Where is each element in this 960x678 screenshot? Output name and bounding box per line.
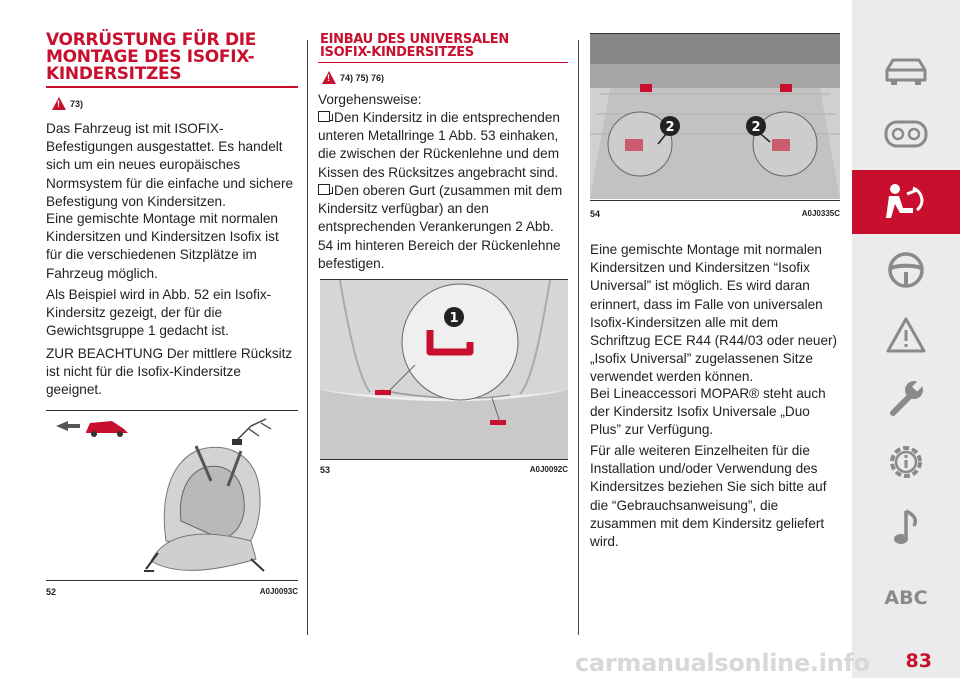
paragraph: Eine gemischte Montage mit normalen Kindersitzen und Kindersitzen Isofix ist für die verschiedenen Sitzplätze im Fahrzeug möglich. [46, 211, 279, 281]
chapter-sidebar [852, 0, 960, 678]
sidebar-item-starting-driving[interactable] [852, 240, 960, 300]
warning-reference [322, 71, 384, 84]
section-heading-isofix-preparation: VORRÜSTUNG FÜR DIE MONTAGE DES ISOFIX-KINDERSITZES [46, 30, 257, 84]
checkbox-bullet-icon [318, 111, 330, 122]
section-heading-universal-isofix-installation: EINBAU DES UNIVERSALEN ISOFIX-KINDERSITZES [320, 32, 509, 60]
heading-underline [318, 62, 568, 63]
callout-2-left: 2 [665, 120, 675, 135]
bullet-item: Den Kindersitz in die entsprechenden unteren Metallringe 1 Abb. 53 einhaken, die zwischen der Rückenlehne und dem Kissen des Rücksitzes angebracht sind. [318, 110, 560, 180]
column-divider [578, 40, 579, 635]
paragraph: Das Fahrzeug ist mit ISOFIX-Befestigungen ausgestattet. Es handelt sich um ein neues europäisches Normsystem für die einfache und sichere Befestigung von Kindersitzen. [46, 121, 294, 209]
warning-ref-text: 74) 75) 76) [340, 72, 385, 83]
lower-anchorage-illustration [320, 280, 568, 460]
warning-ref-text: 73) [70, 98, 84, 109]
checkbox-bullet-icon [318, 184, 330, 195]
sidebar-item-multimedia[interactable] [852, 497, 960, 557]
figure-code: A0J0093C [259, 587, 298, 596]
paragraph: Für alle weiteren Einzelheiten für die Installation und/oder Verwendung des Kindersitzes beziehen Sie sich bitte auf die “Gebrauchsanweisung”, die zusammen mit dem Kindersitz geliefert wird. [590, 443, 827, 550]
callout-1: 1 [449, 311, 459, 326]
warning-icon [52, 97, 66, 110]
figure-code: A0J0092C [529, 465, 568, 474]
sidebar-item-emergency[interactable] [852, 305, 960, 365]
warning-icon [322, 71, 336, 84]
sidebar-item-vehicle[interactable] [852, 40, 960, 100]
figure-number: 52 [46, 587, 57, 597]
bullet-item: Den oberen Gurt (zusammen mit dem Kindersitz verfügbar) an den entsprechenden Verankerungen 2 Abb. 54 im hinteren Bereich der Rückenlehne befestigen. [318, 183, 563, 271]
upper-tether-anchorage-illustration [590, 34, 840, 199]
warning-triangle-icon [885, 316, 927, 354]
callout-2-right: 2 [751, 120, 761, 135]
warning-reference [52, 97, 83, 110]
intro-text: Vorgehensweise: [318, 92, 422, 107]
figure-52 [46, 410, 298, 600]
paragraph: Als Beispiel wird in Abb. 52 ein Isofix-Kindersitz gezeigt, der für die Gewichtsgruppe 1 gedacht ist. [46, 287, 272, 339]
technical-data-icon [885, 441, 927, 483]
alphabetical-index-icon: ABC [884, 587, 928, 609]
sidebar-item-dashboard[interactable] [852, 104, 960, 164]
figure-code: A0J0335C [801, 209, 840, 218]
figure-number: 54 [590, 209, 601, 219]
page-number: 83 [905, 650, 932, 672]
watermark: carmanualsonline.info [575, 649, 870, 677]
wrench-icon [885, 377, 927, 419]
sidebar-item-technical-data[interactable] [852, 432, 960, 492]
heading-underline [46, 86, 298, 88]
sidebar-item-safety[interactable] [852, 170, 960, 234]
isofix-child-seat-illustration [46, 411, 298, 579]
steering-wheel-icon [886, 250, 926, 290]
column-divider [307, 40, 308, 635]
instrument-cluster-icon [883, 119, 929, 149]
paragraph-note: ZUR BEACHTUNG Der mittlere Rücksitz ist nicht für die Isofix-Kindersitze geeignet. [46, 346, 293, 398]
car-icon [883, 54, 929, 86]
figure-53 [320, 279, 568, 479]
safety-airbag-icon [883, 182, 929, 222]
figure-54 [590, 33, 840, 223]
music-note-icon [890, 506, 922, 548]
paragraph: Bei Lineaccessori MOPAR® steht auch der Kindersitz Isofix Universale „Duo Plus” zur Verfügung. [590, 386, 826, 438]
sidebar-item-maintenance[interactable] [852, 368, 960, 428]
paragraph: Eine gemischte Montage mit normalen Kindersitzen und Kindersitzen “Isofix Universal” ist möglich. Es wird daran erinnert, dass im Falle von universalen Isofix-Kindersitzen alle mit dem Schriftzug ECE R44 (R44/03 oder neuer) „Isofix Universal” zugelassenen Sitze verwendet werden können. [590, 242, 838, 385]
figure-number: 53 [320, 465, 331, 475]
sidebar-item-index[interactable] [852, 568, 960, 628]
